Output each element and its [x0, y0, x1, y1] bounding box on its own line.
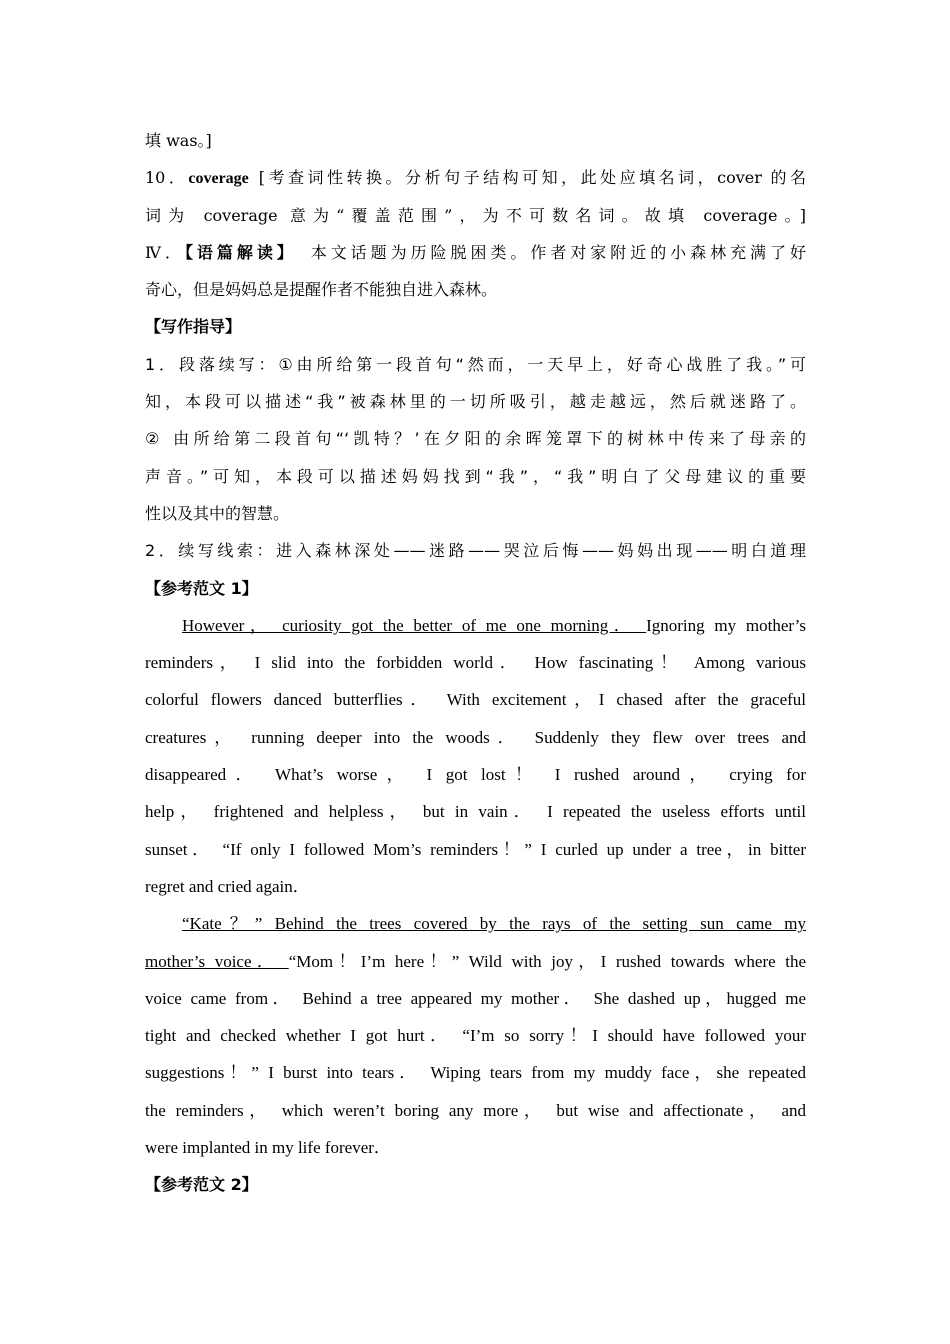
sample1-p2-line5: suggestions！” I burst into tears． Wiping tears from my muddy face，she repeated	[145, 1063, 806, 1083]
line-guide-4: 声音。”可知，本段可以描述妈妈找到“我”，“我”明白了父母建议的重要	[145, 466, 806, 486]
sample1-p2-line6: the reminders， which weren’t boring any more， but wise and affectionate， and	[145, 1100, 806, 1120]
line-section4-2: 奇心，但是妈妈总是提醒作者不能独自进入森林。	[145, 280, 498, 300]
sample1-p2-line1	[145, 905, 806, 942]
sample1-p2-line2: mother’s voice． “Mom！I’m here！” Wild with joy，I rushed towards where the	[145, 951, 806, 971]
line-guide-2: 知，本段可以描述“我”被森林里的一切所吸引，越走越远，然后就迷路了。	[145, 392, 806, 412]
line-guide-3: ② 由所给第二段首句“‘凯特？’在夕阳的余晖笼罩下的树林中传来了母亲的	[145, 429, 806, 449]
line-answer10-2: 词为 coverage 意为“覆盖范围”，为不可数名词。故填 coverage。]	[145, 205, 806, 225]
writing-guide-heading: 【写作指导】	[145, 317, 242, 337]
sample1-p1-line7: sunset． “If only I followed Mom’s reminders！” I curled up under a tree，in bitter	[145, 839, 806, 859]
line-answer10-1: 10．coverage [考查词性转换。分析句子结构可知，此处应填名词，cover 的名	[145, 168, 806, 188]
sample1-given-sentence-2a: “Kate？” Behind the trees covered by the rays of the setting sun came my	[182, 914, 806, 934]
answer10-word: coverage	[188, 170, 249, 188]
sample1-p2-line7: were implanted in my life forever．	[145, 1138, 391, 1158]
sample1-p1-line4: creatures， running deeper into the woods． Suddenly they flew over trees and	[145, 727, 806, 747]
sample1-p1-line5: disappeared． What’s worse， I got lost！ I rushed around， crying for	[145, 765, 806, 785]
sample1-heading: 【参考范文 1】	[145, 578, 258, 598]
sample1-p1-line2: reminders， I slid into the forbidden world． How fascinating！ Among various	[145, 653, 806, 673]
sample1-p1-line8: regret and cried again．	[145, 876, 310, 896]
section4-heading: 【语篇解读】	[184, 242, 297, 262]
sample1-p1-line3: colorful flowers danced butterflies． With excitement，I chased after the graceful	[145, 690, 806, 710]
line-answer9-tail: 填 was。]	[145, 131, 212, 150]
sample1-given-sentence-2b: mother’s voice．	[145, 951, 289, 971]
sample1-p2-line4: tight and checked whether I got hurt． “I’m so sorry！I should have followed your	[145, 1026, 806, 1046]
sample1-p1-line1: However， curiosity got the better of me one morning． Ignoring my mother’s	[182, 615, 806, 635]
line-guide-5: 性以及其中的智慧。	[145, 503, 290, 523]
sample1-p1-line6: help， frightened and helpless， but in vain． I repeated the useless efforts until	[145, 802, 806, 822]
sample2-heading: 【参考范文 2】	[145, 1175, 258, 1195]
sample1-given-sentence: However， curiosity got the better of me one morning．	[182, 615, 647, 635]
line-section4-1: Ⅳ．【语篇解读】 本文话题为历险脱困类。作者对家附近的小森林充满了好	[145, 242, 806, 262]
line-guide-1: 1．段落续写：①由所给第一段首句“然而，一天早上，好奇心战胜了我。”可	[145, 354, 806, 374]
sample1-p2-line3: voice came from． Behind a tree appeared my mother． She dashed up，hugged me	[145, 988, 806, 1008]
page-content	[145, 122, 806, 1204]
line-guide-6: 2．续写线索：进入森林深处——迷路——哭泣后悔——妈妈出现——明白道理	[145, 541, 806, 561]
